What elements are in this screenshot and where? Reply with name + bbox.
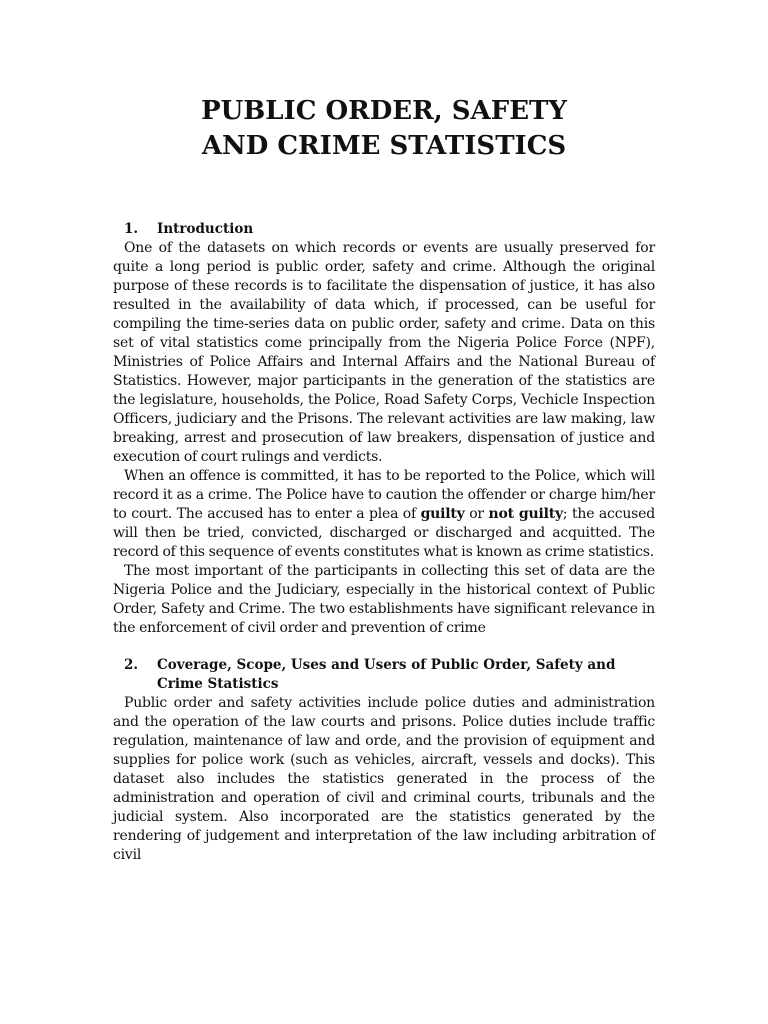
paragraph-2-text-or: or (464, 506, 489, 522)
document-body (113, 220, 655, 865)
section-2-heading (113, 656, 655, 694)
section-gap (113, 638, 655, 656)
page-title-line-2: AND CRIME STATISTICS (201, 131, 567, 161)
guilty-emphasis: guilty (420, 506, 465, 522)
page-title (0, 94, 768, 164)
paragraph-2-text-b: ; the accused will then be tried, convicted, discharged or discharged and acquitted. The record of this sequence of events constitutes what is known as crime statistics. (113, 506, 655, 560)
paragraph-2-text-a: When an offence is committed, it has to be reported to the Police, which will record it as a crime. The Police have to caution the offender or charge him/her to court. The accused has to enter a plea of (113, 468, 655, 522)
not-guilty-emphasis: not guilty (488, 506, 563, 522)
section-1-title: Introduction (157, 221, 254, 237)
section-1-paragraph-1: One of the datasets on which records or events are usually preserved for quite a long period is public order, safety and crime. Although the original purpose of these records is to facilitate the dispensation of justice, it has also resulted in the availability of data which, if processed, can be useful for compiling the time-series data on public order, safety and crime. Data on this set of vital statistics come principally from the Nigeria Police Force (NPF), Ministries of Police Affairs and Internal Affairs and the National Bureau of Statistics. However, major participants in the generation of the statistics are the legislature, households, the Police, Road Safety Corps, Vechicle Inspection Officers, judiciary and the Prisons. The relevant activities are law making, law breaking, arrest and prosecution of law breakers, dispensation of justice and execution of court rulings and verdicts. (113, 240, 655, 465)
section-2-paragraph-1: Public order and safety activities include police duties and administration and the operation of the law courts and prisons. Police duties include traffic regulation, maintenance of law and orde, and the provision of equipment and supplies for police work (such as vehicles, aircraft, vessels and docks). This dataset also includes the statistics generated in the process of the administration and operation of civil and criminal courts, tribunals and the judicial system. Also incorporated are the statistics generated by the rendering of judgement and interpretation of the law including arbitration of civil (113, 695, 655, 863)
section-1-number: 1. (124, 221, 139, 237)
section-1-heading (113, 220, 655, 239)
section-2-title: Coverage, Scope, Uses and Users of Public Order, Safety and Crime Statistics (157, 657, 616, 692)
section-1-paragraph-2 (113, 467, 655, 562)
page-title-line-1: PUBLIC ORDER, SAFETY (201, 96, 567, 126)
section-1-paragraph-3: The most important of the participants in collecting this set of data are the Nigeria Police and the Judiciary, especially in the historical context of Public Order, Safety and Crime. The two establishments have significant relevance in the enforcement of civil order and prevention of crime (113, 563, 655, 636)
section-2-number: 2. (124, 657, 139, 673)
